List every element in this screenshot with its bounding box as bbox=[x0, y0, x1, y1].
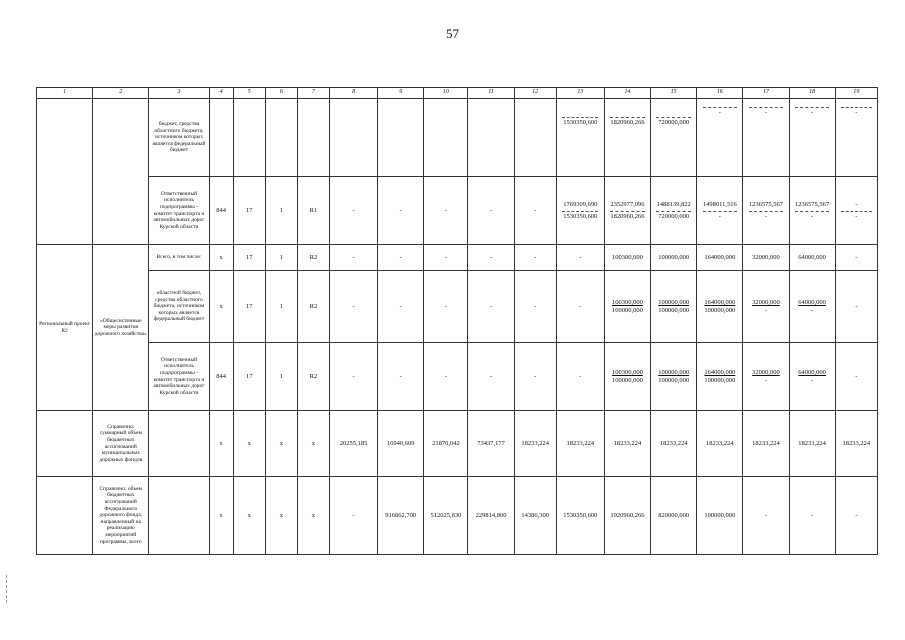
value-cell: - bbox=[514, 177, 556, 245]
value-cell: 32000,000 bbox=[743, 245, 789, 271]
empty-cell bbox=[93, 99, 149, 245]
header-cell: 5 bbox=[233, 88, 265, 99]
table-row bbox=[37, 411, 878, 477]
value-cell: - bbox=[468, 245, 514, 271]
value-cell: - bbox=[329, 271, 377, 343]
value-cell: 73437,177 bbox=[468, 411, 514, 477]
code-cell: R2 bbox=[297, 343, 329, 411]
value-cell: - bbox=[424, 245, 468, 271]
header-row bbox=[37, 88, 878, 99]
value-cell: 820000,000 bbox=[651, 477, 697, 555]
header-cell: 13 bbox=[556, 88, 604, 99]
row-description: областной бюджет, средства областного бюджета, источником которых является федеральный бюджет bbox=[149, 271, 209, 343]
value-cell: 164000,000 bbox=[697, 245, 743, 271]
header-cell: 15 bbox=[651, 88, 697, 99]
value-cell: - bbox=[835, 271, 877, 343]
value-cell: - bbox=[835, 245, 877, 271]
code-cell: х bbox=[265, 411, 297, 477]
row-description: Справочно: объем бюджетных ассигнований Федерального дорожного фонда, направленный на реализацию мероприятий программы, всего bbox=[93, 477, 149, 555]
budget-table bbox=[36, 87, 878, 555]
code-cell: 17 bbox=[233, 177, 265, 245]
code-cell: 17 bbox=[233, 343, 265, 411]
value-cell: 1530350,600 bbox=[556, 477, 604, 555]
project-label: Региональный проект R2 bbox=[37, 245, 93, 411]
table-row bbox=[37, 271, 878, 343]
value-cell: 64000,000 - bbox=[789, 343, 835, 411]
code-cell: 844 bbox=[209, 177, 233, 245]
value-cell: - bbox=[697, 99, 743, 177]
value-cell: - - bbox=[835, 177, 877, 245]
code-cell: х bbox=[233, 477, 265, 555]
value-cell: - bbox=[329, 245, 377, 271]
code-cell: х bbox=[209, 477, 233, 555]
value-cell: 18233,224 bbox=[651, 411, 697, 477]
code-cell: х bbox=[297, 411, 329, 477]
value-cell: - bbox=[835, 477, 877, 555]
value-cell: 100300,000 bbox=[604, 245, 650, 271]
value-cell: 100000,000 100000,000 bbox=[651, 271, 697, 343]
empty-cell bbox=[37, 99, 93, 245]
value-cell: 1236575,567 - bbox=[743, 177, 789, 245]
value-cell: 1769309,690 1530350,600 bbox=[556, 177, 604, 245]
table-row bbox=[37, 99, 878, 177]
value-cell: - bbox=[329, 343, 377, 411]
code-cell: х bbox=[233, 411, 265, 477]
value-cell: 1236575,567 - bbox=[789, 177, 835, 245]
value-cell: 18233,224 bbox=[556, 411, 604, 477]
value-cell: 100300,000 100000,000 bbox=[604, 343, 650, 411]
header-cell: 14 bbox=[604, 88, 650, 99]
header-cell: 2 bbox=[93, 88, 149, 99]
value-cell: - bbox=[378, 177, 424, 245]
code-cell: 1 bbox=[265, 271, 297, 343]
empty-cell bbox=[37, 477, 93, 555]
value-cell: - bbox=[556, 245, 604, 271]
value-cell: 32000,000 - bbox=[743, 271, 789, 343]
value-cell: - bbox=[378, 271, 424, 343]
value-cell: - bbox=[424, 271, 468, 343]
code-cell: 17 bbox=[233, 271, 265, 343]
table-row bbox=[37, 177, 878, 245]
value-cell: - bbox=[378, 343, 424, 411]
scan-artifact bbox=[6, 575, 9, 603]
value-cell: 21870,042 bbox=[424, 411, 468, 477]
code-cell: х bbox=[209, 411, 233, 477]
value-cell: 18233,224 bbox=[697, 411, 743, 477]
header-cell: 16 bbox=[697, 88, 743, 99]
row-description: Ответственный исполнитель подпрограммы - комитет транспорта и автомобильных дорог Курской области bbox=[149, 343, 209, 411]
row-description: Ответственный исполнитель подпрограммы - комитет транспорта и автомобильных дорог Курской области bbox=[149, 177, 209, 245]
header-cell: 9 bbox=[378, 88, 424, 99]
value-cell: - bbox=[556, 271, 604, 343]
header-cell: 6 bbox=[265, 88, 297, 99]
value-cell: 18233,224 bbox=[514, 411, 556, 477]
value-cell: 1820960,266 bbox=[604, 99, 650, 177]
value-cell: - bbox=[556, 343, 604, 411]
page-number: 57 bbox=[446, 26, 459, 41]
value-cell: 18233,224 bbox=[789, 411, 835, 477]
value-cell: - bbox=[468, 343, 514, 411]
code-cell: 1 bbox=[265, 245, 297, 271]
row-description: бюджет, средства областного бюджета, источником которых является федеральный бюджет bbox=[149, 99, 209, 177]
value-cell: 229814,800 bbox=[468, 477, 514, 555]
value-cell: 100300,000 100000,000 bbox=[604, 271, 650, 343]
table-row bbox=[37, 477, 878, 555]
header-cell: 10 bbox=[424, 88, 468, 99]
value-cell: - bbox=[329, 477, 377, 555]
value-cell: - bbox=[514, 343, 556, 411]
row-description: Всего, в том числе: bbox=[149, 245, 209, 271]
value-cell: 1530350,600 bbox=[556, 99, 604, 177]
header-cell: 7 bbox=[297, 88, 329, 99]
header-cell: 19 bbox=[835, 88, 877, 99]
code-cell: R1 bbox=[297, 177, 329, 245]
header-cell: 1 bbox=[37, 88, 93, 99]
value-cell: 14386,300 bbox=[514, 477, 556, 555]
project-name: «Общесистемные меры развития дорожного хозяйства» bbox=[93, 245, 149, 411]
code-cell: х bbox=[265, 477, 297, 555]
value-cell: 164000,000 100000,000 bbox=[697, 343, 743, 411]
value-cell: - bbox=[514, 271, 556, 343]
header-cell: 17 bbox=[743, 88, 789, 99]
table-row bbox=[37, 343, 878, 411]
value-cell: - bbox=[835, 99, 877, 177]
value-cell: 1498011,516 - bbox=[697, 177, 743, 245]
value-cell: 18233,224 bbox=[604, 411, 650, 477]
value-cell: 100000,000 100000,000 bbox=[651, 343, 697, 411]
value-cell: 1488139,822 720000,000 bbox=[651, 177, 697, 245]
empty-cell bbox=[149, 477, 209, 555]
value-cell: 20255,185 bbox=[329, 411, 377, 477]
value-cell: 18233,224 bbox=[743, 411, 789, 477]
empty-cell bbox=[37, 411, 93, 477]
header-cell: 11 bbox=[468, 88, 514, 99]
value-cell: - bbox=[468, 177, 514, 245]
value-cell: - bbox=[329, 177, 377, 245]
value-cell: 32000,000 - bbox=[743, 343, 789, 411]
value-cell: 16940,609 bbox=[378, 411, 424, 477]
value-cell: 720000,000 bbox=[651, 99, 697, 177]
header-cell: 18 bbox=[789, 88, 835, 99]
code-cell: х bbox=[209, 245, 233, 271]
header-cell: 3 bbox=[149, 88, 209, 99]
value-cell: 100000,000 bbox=[651, 245, 697, 271]
code-cell: х bbox=[209, 271, 233, 343]
empty-cell bbox=[149, 411, 209, 477]
value-cell: - bbox=[789, 99, 835, 177]
value-cell: 512025,830 bbox=[424, 477, 468, 555]
header-cell: 12 bbox=[514, 88, 556, 99]
value-cell: 2352977,096 1820960,266 bbox=[604, 177, 650, 245]
value-cell: - bbox=[789, 477, 835, 555]
table-row bbox=[37, 245, 878, 271]
value-cell: - bbox=[743, 99, 789, 177]
code-cell: R2 bbox=[297, 245, 329, 271]
value-cell: 18233,224 bbox=[835, 411, 877, 477]
value-cell: - bbox=[424, 343, 468, 411]
value-cell: 916862,700 bbox=[378, 477, 424, 555]
code-cell: R2 bbox=[297, 271, 329, 343]
code-cell: х bbox=[297, 477, 329, 555]
value-cell: 64000,000 bbox=[789, 245, 835, 271]
code-cell: 1 bbox=[265, 177, 297, 245]
value-cell: - bbox=[743, 477, 789, 555]
value-cell: - bbox=[468, 271, 514, 343]
header-cell: 8 bbox=[329, 88, 377, 99]
value-cell: 1920960,266 bbox=[604, 477, 650, 555]
value-cell: 64000,000 - bbox=[789, 271, 835, 343]
code-cell: 844 bbox=[209, 343, 233, 411]
code-cell: 1 bbox=[265, 343, 297, 411]
code-cell: 17 bbox=[233, 245, 265, 271]
value-cell: 100000,000 bbox=[697, 477, 743, 555]
value-cell: 164000,000 100000,000 bbox=[697, 271, 743, 343]
value-cell: - bbox=[424, 177, 468, 245]
value-cell: - bbox=[378, 245, 424, 271]
value-cell: - bbox=[835, 343, 877, 411]
row-description: Справочно: суммарный объем бюджетных ассигнований муниципальных дорожных фондов bbox=[93, 411, 149, 477]
value-cell: - bbox=[514, 245, 556, 271]
header-cell: 4 bbox=[209, 88, 233, 99]
